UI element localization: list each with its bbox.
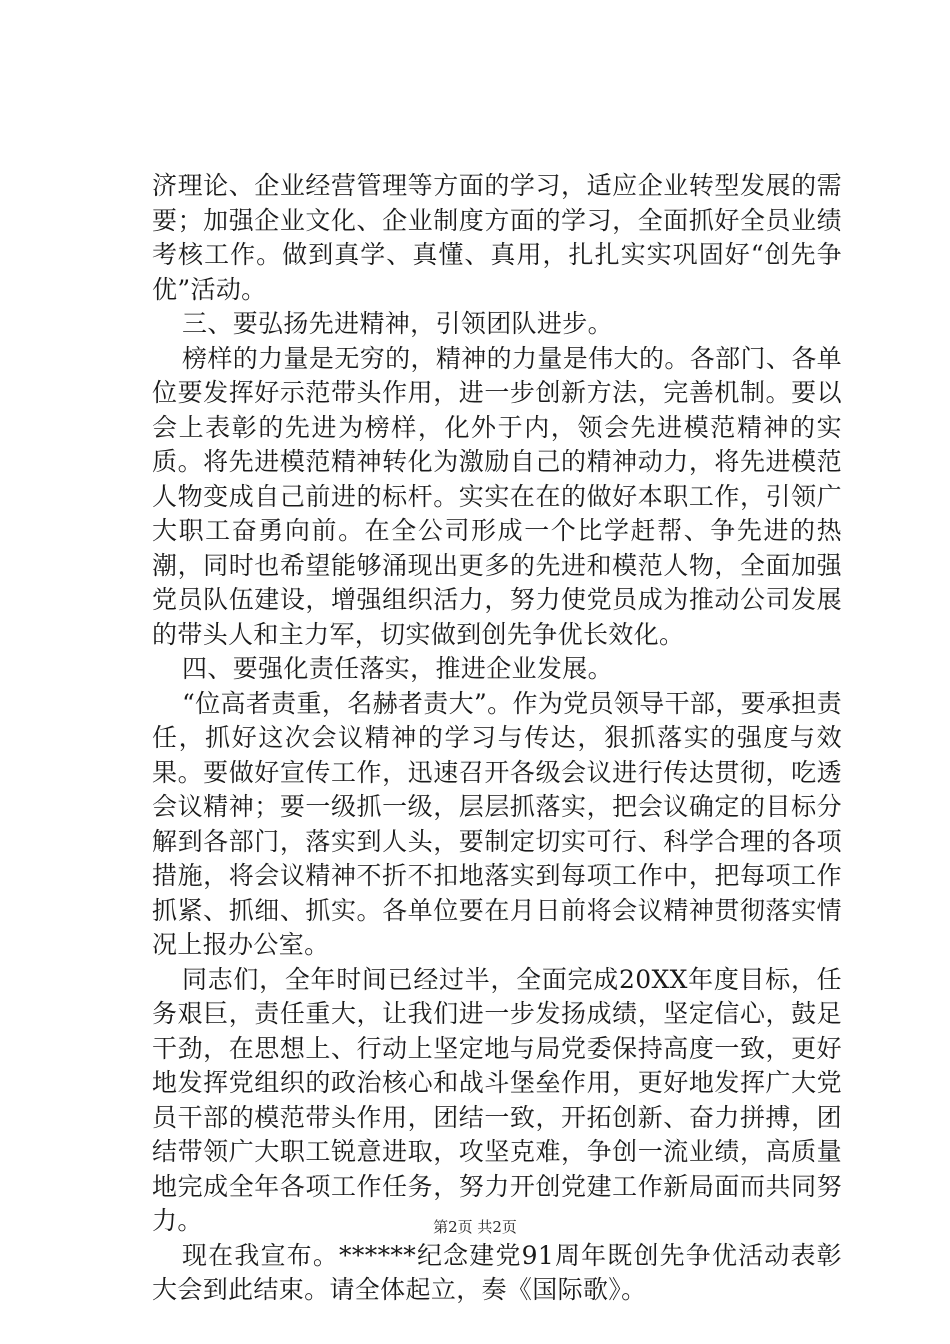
- section-heading-4: 四、要强化责任落实，推进企业发展。: [182, 654, 613, 683]
- paragraph-role-models: 榜样的力量是无穷的，精神的力量是伟大的。各部门、各单位要发挥好示范带头作用，进一步创新方法，完善机制。要以会上表彰的先进为榜样，化外于内，领会先进模范精神的实质。将先进模范精神转化为激励自己的精神动力，将先进模范人物变成自己前进的标杆。实实在在的做好本职工作，引领广大职工奋勇向前。在全公司形成一个比学赶帮、争先进的热潮，同时也希望能够涌现出更多的先进和模范人物，全面加强党员队伍建设，增强组织活力，努力使党员成为推动公司发展的带头人和主力军，切实做到创先争优长效化。: [152, 343, 842, 649]
- page-number-footer: 第2页 共2页: [433, 1218, 517, 1236]
- document-body: [152, 169, 842, 1308]
- paragraph-continuation: 济理论、企业经营管理等方面的学习，适应企业转型发展的需要；加强企业文化、企业制度方面的学习，全面抓好全员业绩考核工作。做到真学、真懂、真用，扎扎实实巩固好“创先争优”活动。: [152, 171, 842, 304]
- paragraph-responsibility: “位高者责重，名赫者责大”。作为党员领导干部，要承担责任，抓好这次会议精神的学习与传达，狠抓落实的强度与效果。要做好宣传工作，迅速召开各级会议进行传达贯彻，吃透会议精神；要一级抓一级，层层抓落实，把会议确定的目标分解到各部门，落实到人头，要制定切实可行、科学合理的各项措施，将会议精神不折不扣地落实到每项工作中，把每项工作抓紧、抓细、抓实。各单位要在月日前将会议精神贯彻落实情况上报办公室。: [152, 688, 843, 959]
- paragraph-announcement: 现在我宣布。******纪念建党91周年既创先争优活动表彰大会到此结束。请全体起立，奏《国际歌》。: [152, 1240, 842, 1304]
- paragraph-closing-appeal: 同志们，全年时间已经过半，全面完成20XX年度目标，任务艰巨，责任重大，让我们进一步发扬成绩，坚定信心，鼓足干劲，在思想上、行动上坚定地与局党委保持高度一致，更好地发挥党组织的政治核心和战斗堡垒作用，更好地发挥广大党员干部的模范带头作用，团结一致，开拓创新、奋力拼搏，团结带领广大职工锐意进取，攻坚克难，争创一流业绩，高质量地完成全年各项工作任务，努力开创党建工作新局面而共同努力。: [152, 964, 842, 1235]
- section-heading-3: 三、要弘扬先进精神，引领团队进步。: [182, 309, 613, 338]
